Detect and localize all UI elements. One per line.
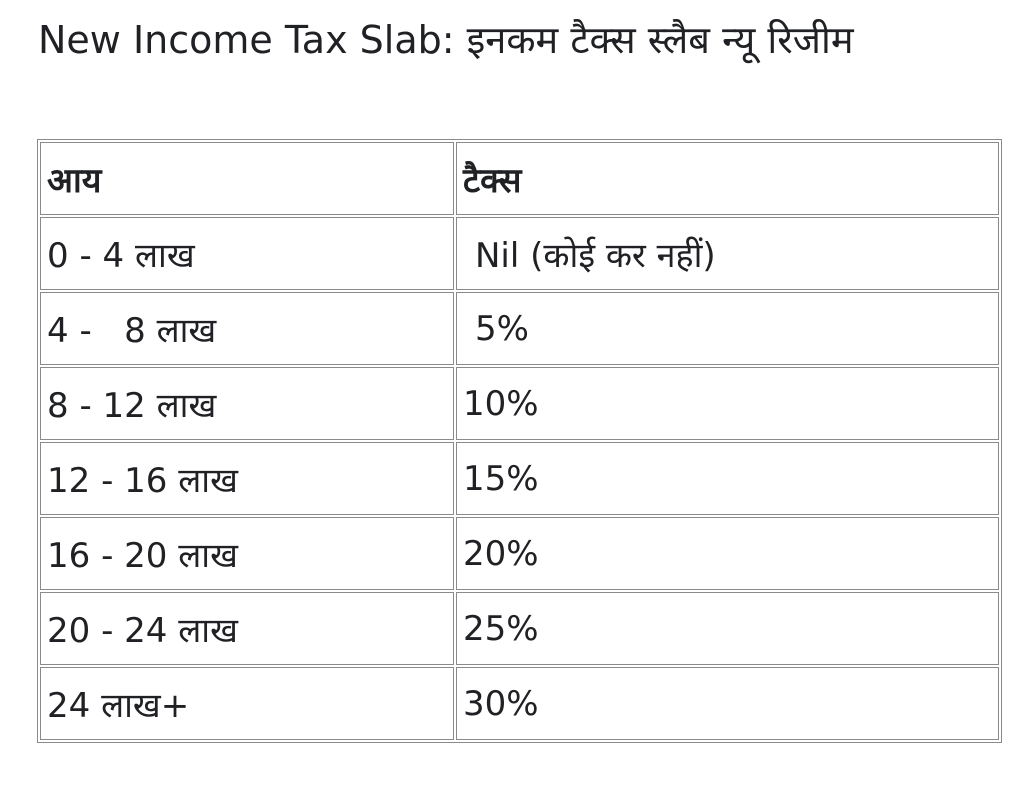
- income-cell: 16 - 20 लाख: [40, 517, 454, 590]
- income-cell: 8 - 12 लाख: [40, 367, 454, 440]
- header-tax: टैक्स: [456, 142, 999, 215]
- tax-cell: 25%: [456, 592, 999, 665]
- income-cell: 12 - 16 लाख: [40, 442, 454, 515]
- income-cell: 0 - 4 लाख: [40, 217, 454, 290]
- tax-cell: 15%: [456, 442, 999, 515]
- table-row: [40, 217, 999, 290]
- header-income: आय: [40, 142, 454, 215]
- tax-cell: Nil (कोई कर नहीं): [456, 217, 999, 290]
- table-row: [40, 517, 999, 590]
- table-row: [40, 667, 999, 740]
- page-title: New Income Tax Slab: इनकम टैक्स स्लैब न्यू रिजीम: [38, 18, 854, 62]
- tax-cell: 10%: [456, 367, 999, 440]
- tax-slab-table: [37, 139, 1002, 743]
- tax-cell: 30%: [456, 667, 999, 740]
- table-row: [40, 367, 999, 440]
- tax-slab-table-container: [37, 139, 1002, 743]
- table-row: [40, 292, 999, 365]
- tax-cell: 20%: [456, 517, 999, 590]
- table-header-row: [40, 142, 999, 215]
- income-cell: 20 - 24 लाख: [40, 592, 454, 665]
- income-cell: 24 लाख+: [40, 667, 454, 740]
- table-row: [40, 442, 999, 515]
- tax-cell: 5%: [456, 292, 999, 365]
- table-row: [40, 592, 999, 665]
- income-cell: 4 - 8 लाख: [40, 292, 454, 365]
